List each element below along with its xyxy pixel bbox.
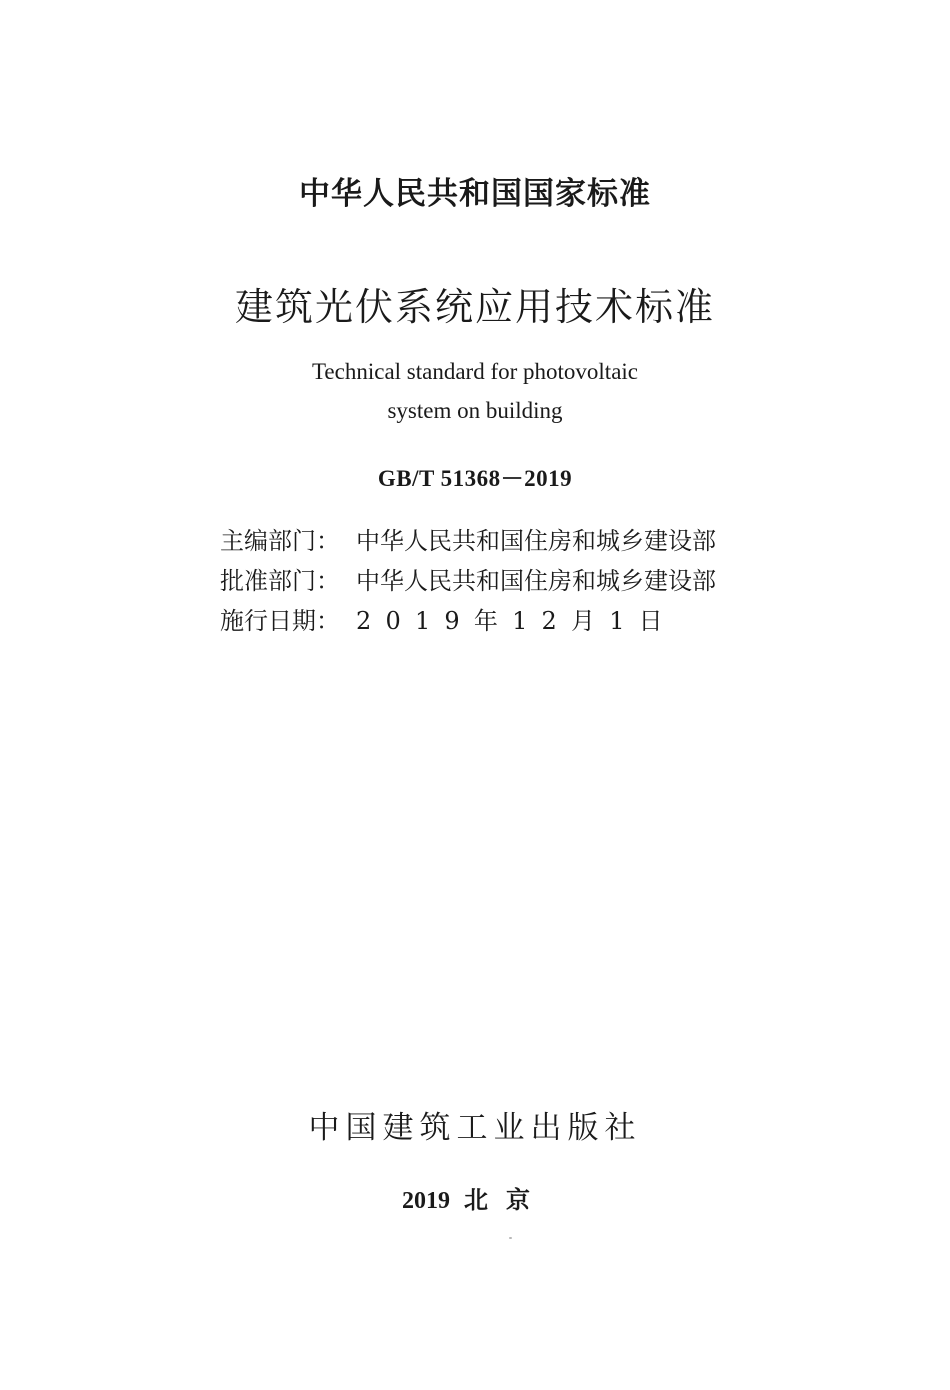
effective-date-value: 2019年12月1日 (356, 607, 677, 635)
scan-speck (509, 1237, 512, 1239)
publication-city: 北京 (464, 1188, 548, 1214)
approval-department-value: 中华人民共和国住房和城乡建设部 (356, 567, 716, 595)
effective-date-row (220, 601, 780, 641)
publication-year: 2019 (402, 1188, 450, 1214)
effective-date-label: 施行日期： (220, 607, 340, 635)
standard-title-english-line1: Technical standard for photovoltaic (311, 359, 639, 384)
chief-department-value: 中华人民共和国住房和城乡建设部 (356, 527, 716, 555)
publisher-name: 中国建筑工业出版社 (308, 1110, 642, 1146)
national-standard-heading: 中华人民共和国国家标准 (299, 176, 651, 212)
standard-title-english-line2: system on building (387, 398, 563, 423)
publication-place (0, 1180, 950, 1215)
standard-code: GB/T 51368－2019 (377, 466, 573, 491)
standard-title-chinese: 建筑光伏系统应用技术标准 (234, 285, 715, 329)
chief-department-label: 主编部门： (220, 527, 340, 555)
standard-title-english (0, 352, 950, 430)
approval-department-row (220, 561, 780, 601)
approval-department-label: 批准部门： (220, 567, 340, 595)
standard-metadata (220, 521, 780, 641)
chief-department-row (220, 521, 780, 561)
